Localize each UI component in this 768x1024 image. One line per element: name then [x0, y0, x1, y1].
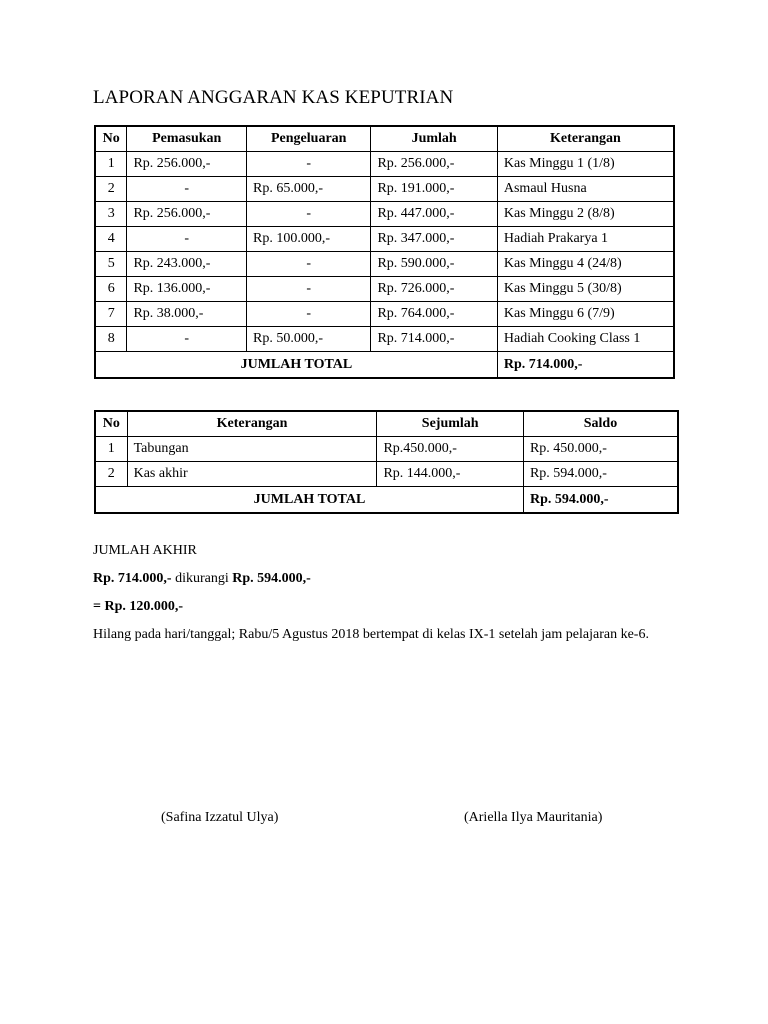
summary-result: = Rp. 120.000,-	[93, 599, 184, 614]
summary-calculation	[93, 569, 683, 588]
cell-keterangan: Hadiah Prakarya 1	[497, 227, 674, 252]
cell-keterangan: Asmaul Husna	[497, 177, 674, 202]
table-header-row	[95, 126, 674, 152]
header-sejumlah: Sejumlah	[377, 411, 524, 437]
cell-jumlah: Rp. 590.000,-	[371, 252, 497, 277]
cell-sejumlah: Rp. 144.000,-	[377, 462, 524, 487]
cell-pengeluaran: -	[247, 202, 371, 227]
cell-keterangan: Kas Minggu 4 (24/8)	[497, 252, 674, 277]
cell-pemasukan: Rp. 136.000,-	[127, 277, 247, 302]
cell-pengeluaran: -	[247, 277, 371, 302]
cell-pengeluaran: Rp. 50.000,-	[247, 327, 371, 352]
cell-pemasukan: Rp. 243.000,-	[127, 252, 247, 277]
cell-jumlah: Rp. 726.000,-	[371, 277, 497, 302]
header-no: No	[95, 411, 127, 437]
header-no: No	[95, 126, 127, 152]
cell-jumlah: Rp. 714.000,-	[371, 327, 497, 352]
table-row	[95, 152, 674, 177]
cell-keterangan: Kas Minggu 1 (1/8)	[497, 152, 674, 177]
cell-pengeluaran: -	[247, 302, 371, 327]
savings-table	[94, 410, 679, 514]
table-row	[95, 202, 674, 227]
cell-pemasukan: Rp. 256.000,-	[127, 202, 247, 227]
total-row	[95, 352, 674, 379]
cell-no: 4	[95, 227, 127, 252]
header-keterangan: Keterangan	[497, 126, 674, 152]
summary-operator-text: dikurangi	[171, 571, 233, 586]
total-value: Rp. 594.000,-	[523, 487, 678, 514]
table-header-row	[95, 411, 678, 437]
total-value: Rp. 714.000,-	[497, 352, 674, 379]
table-row	[95, 177, 674, 202]
cell-jumlah: Rp. 347.000,-	[371, 227, 497, 252]
table-row	[95, 252, 674, 277]
summary-amount-a: Rp. 714.000,-	[93, 571, 172, 586]
cell-pengeluaran: -	[247, 152, 371, 177]
cell-no: 2	[95, 177, 127, 202]
table-row	[95, 327, 674, 352]
cell-keterangan: Kas Minggu 6 (7/9)	[497, 302, 674, 327]
cell-saldo: Rp. 450.000,-	[523, 437, 678, 462]
total-label: JUMLAH TOTAL	[95, 352, 497, 379]
cell-no: 7	[95, 302, 127, 327]
cell-no: 5	[95, 252, 127, 277]
cell-keterangan: Kas Minggu 5 (30/8)	[497, 277, 674, 302]
table-row	[95, 437, 678, 462]
header-jumlah: Jumlah	[371, 126, 497, 152]
cell-saldo: Rp. 594.000,-	[523, 462, 678, 487]
cell-no: 2	[95, 462, 127, 487]
cell-jumlah: Rp. 764.000,-	[371, 302, 497, 327]
cell-pemasukan: -	[127, 227, 247, 252]
cell-keterangan: Kas akhir	[127, 462, 377, 487]
header-saldo: Saldo	[523, 411, 678, 437]
cell-pemasukan: -	[127, 327, 247, 352]
cell-jumlah: Rp. 256.000,-	[371, 152, 497, 177]
cell-pengeluaran: -	[247, 252, 371, 277]
cell-no: 1	[95, 152, 127, 177]
table-row	[95, 227, 674, 252]
summary-amount-b: Rp. 594.000,-	[232, 571, 311, 586]
table-row	[95, 277, 674, 302]
cell-no: 6	[95, 277, 127, 302]
cell-no: 8	[95, 327, 127, 352]
cell-pengeluaran: Rp. 65.000,-	[247, 177, 371, 202]
signature-right: (Ariella Ilya Mauritania)	[464, 810, 603, 825]
cell-no: 3	[95, 202, 127, 227]
summary-heading: JUMLAH AKHIR	[93, 543, 197, 558]
cell-jumlah: Rp. 191.000,-	[371, 177, 497, 202]
cell-pengeluaran: Rp. 100.000,-	[247, 227, 371, 252]
total-row	[95, 487, 678, 514]
header-keterangan: Keterangan	[127, 411, 377, 437]
cell-sejumlah: Rp.450.000,-	[377, 437, 524, 462]
table-row	[95, 302, 674, 327]
cell-pemasukan: Rp. 256.000,-	[127, 152, 247, 177]
signature-left: (Safina Izzatul Ulya)	[161, 810, 279, 825]
total-label: JUMLAH TOTAL	[95, 487, 523, 514]
table-row	[95, 462, 678, 487]
cell-pemasukan: -	[127, 177, 247, 202]
header-pemasukan: Pemasukan	[127, 126, 247, 152]
cell-keterangan: Hadiah Cooking Class 1	[497, 327, 674, 352]
cell-jumlah: Rp. 447.000,-	[371, 202, 497, 227]
cell-keterangan: Kas Minggu 2 (8/8)	[497, 202, 674, 227]
summary-paragraph: Hilang pada hari/tanggal; Rabu/5 Agustus 2018 bertempat di kelas IX-1 setelah jam pelajaran ke-6.	[93, 627, 649, 642]
page-title: LAPORAN ANGGARAN KAS KEPUTRIAN	[93, 87, 454, 108]
cell-no: 1	[95, 437, 127, 462]
cash-budget-table	[94, 125, 675, 379]
cell-keterangan: Tabungan	[127, 437, 377, 462]
cell-pemasukan: Rp. 38.000,-	[127, 302, 247, 327]
header-pengeluaran: Pengeluaran	[247, 126, 371, 152]
